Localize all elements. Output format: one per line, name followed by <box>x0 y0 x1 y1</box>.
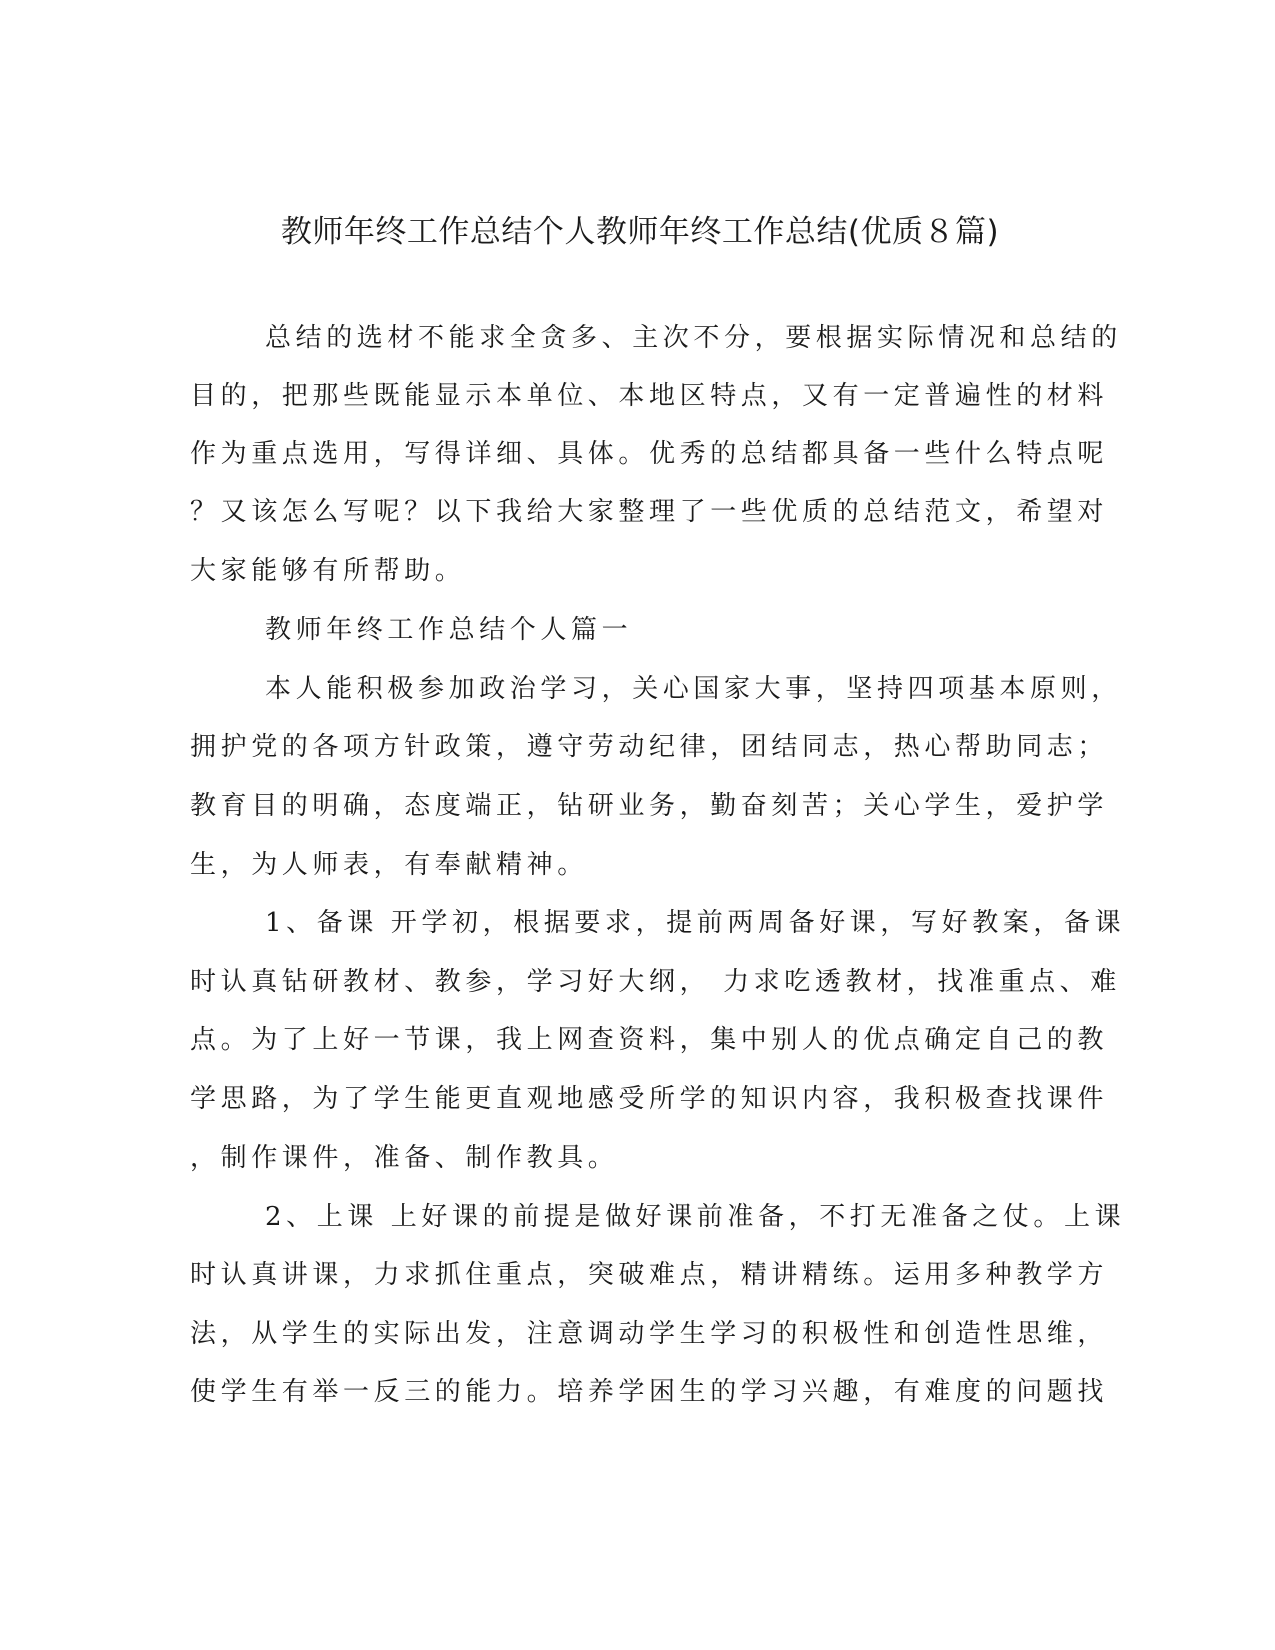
paragraph-line: 时认真讲课，力求抓住重点，突破难点，精讲精练。运用多种教学方 <box>190 1260 1109 1290</box>
document-title: 教师年终工作总结个人教师年终工作总结(优质８篇) <box>280 214 1000 250</box>
paragraph-line: 2、上课 上好课的前提是做好课前准备，不打无准备之仗。上课 <box>265 1202 1126 1232</box>
paragraph-line: 大家能够有所帮助。 <box>190 556 466 586</box>
paragraph-line: 生，为人师表，有奉献精神。 <box>190 850 588 880</box>
paragraph-line: ？又该怎么写呢？以下我给大家整理了一些优质的总结范文，希望对 <box>190 497 1109 527</box>
paragraph-line: 1、备课 开学初，根据要求，提前两周备好课，写好教案，备课 <box>265 908 1126 938</box>
paragraph-line: 本人能积极参加政治学习，关心国家大事，坚持四项基本原则， <box>265 674 1122 704</box>
paragraph-line: 学思路，为了学生能更直观地感受所学的知识内容，我积极查找课件 <box>190 1084 1109 1114</box>
paragraph-line: 点。为了上好一节课，我上网查资料，集中别人的优点确定自己的教 <box>190 1025 1109 1055</box>
section-heading: 教师年终工作总结个人篇一 <box>265 615 633 645</box>
paragraph-line: 时认真钻研教材、教参，学习好大纲， 力求吃透教材，找准重点、难 <box>190 967 1121 997</box>
paragraph-line: 目的，把那些既能显示本单位、本地区特点，又有一定普遍性的材料 <box>190 381 1109 411</box>
paragraph-line: ，制作课件，准备、制作教具。 <box>190 1143 619 1173</box>
paragraph-line: 法，从学生的实际出发，注意调动学生学习的积极性和创造性思维， <box>190 1319 1109 1349</box>
paragraph-line: 拥护党的各项方针政策，遵守劳动纪律，团结同志，热心帮助同志； <box>190 732 1109 762</box>
paragraph-line: 总结的选材不能求全贪多、主次不分，要根据实际情况和总结的 <box>265 323 1122 353</box>
paragraph-line: 作为重点选用，写得详细、具体。优秀的总结都具备一些什么特点呢 <box>190 439 1109 469</box>
paragraph-line: 教育目的明确，态度端正，钻研业务，勤奋刻苦；关心学生，爱护学 <box>190 791 1109 821</box>
paragraph-line: 使学生有举一反三的能力。培养学困生的学习兴趣，有难度的问题找 <box>190 1377 1109 1407</box>
